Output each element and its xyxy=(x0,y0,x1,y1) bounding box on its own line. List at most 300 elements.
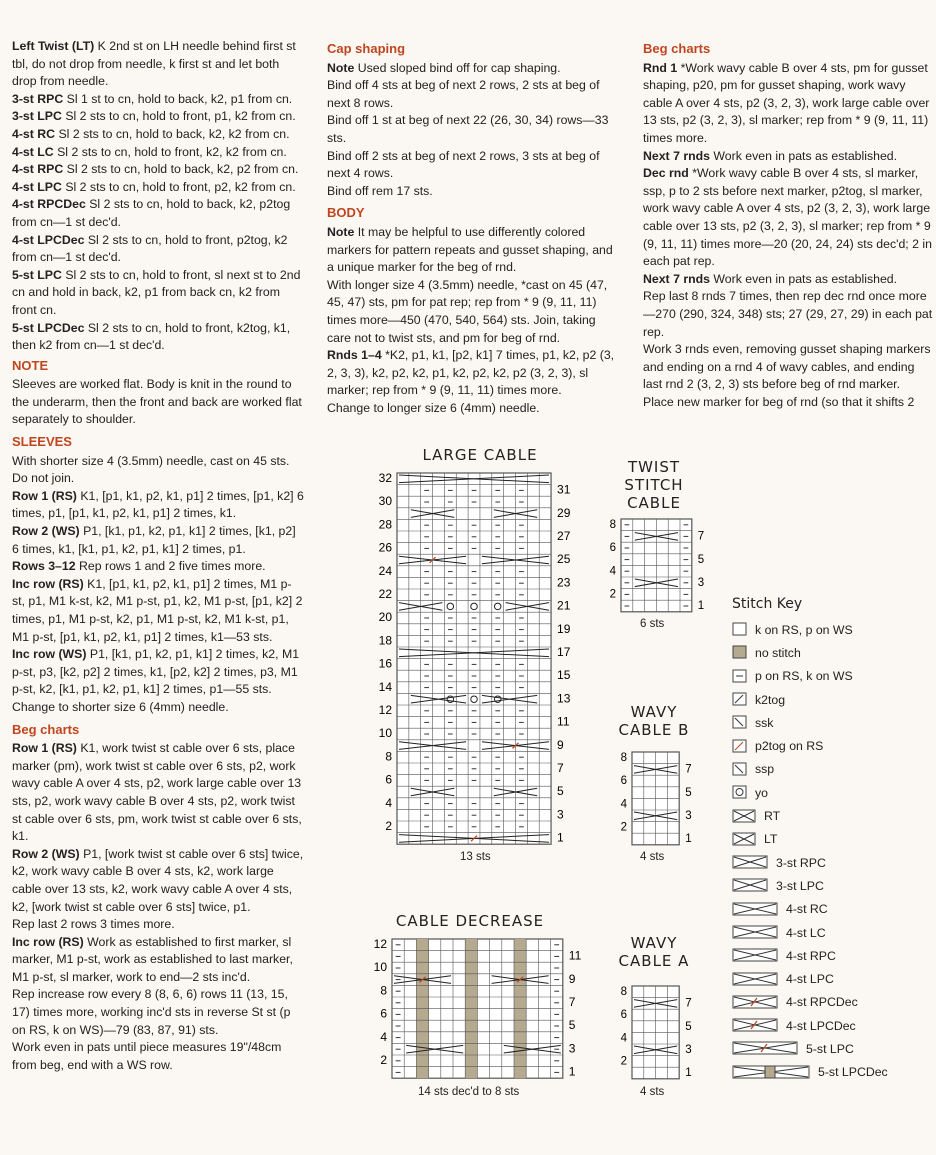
cable-mark xyxy=(482,695,537,703)
row-number-right: 17 xyxy=(557,645,571,660)
twist-title-1: TWIST xyxy=(627,458,681,476)
key-item xyxy=(732,991,888,1014)
beg-charts-heading-2: Beg charts xyxy=(643,41,711,56)
paragraph xyxy=(12,232,304,267)
row-number-left: 18 xyxy=(378,633,392,648)
key-item-label: 5-st LPCDec xyxy=(818,1065,888,1080)
key-item xyxy=(732,921,888,944)
paragraph xyxy=(12,699,304,717)
key-item-label: no stitch xyxy=(755,645,801,660)
cable-mark xyxy=(399,649,549,657)
paragraph-text: Used sloped bind off for cap shaping. xyxy=(357,60,561,75)
key-item xyxy=(732,618,888,641)
cable-mark xyxy=(399,603,442,611)
wavy-cable-b-chart xyxy=(621,752,692,845)
stitch-key-title: Stitch Key xyxy=(732,596,803,612)
cable-mark xyxy=(492,976,549,984)
row-number-right: 1 xyxy=(568,1064,576,1079)
key-symbol-icon xyxy=(732,995,778,1010)
row-number-right: 27 xyxy=(557,529,571,544)
lead-label: 4-st RPCDec xyxy=(12,197,86,212)
large-cable-chart xyxy=(379,471,571,845)
dec-mark xyxy=(420,977,426,983)
row-number-left: 20 xyxy=(378,610,392,625)
key-item xyxy=(732,828,888,851)
column-1 xyxy=(12,38,304,1074)
cable-mark xyxy=(394,976,451,984)
paragraph-text: Sl 1 st to cn, hold to back, k2, p1 from cn. xyxy=(66,91,293,106)
paragraph xyxy=(643,341,933,411)
row-number-left: 6 xyxy=(380,1006,387,1021)
paragraph-text: Bind off rem 17 sts. xyxy=(327,183,433,198)
lead-label: Row 2 (WS) xyxy=(12,524,80,539)
key-symbol-icon xyxy=(732,832,756,847)
row-number-right: 3 xyxy=(557,807,564,822)
key-symbol-icon xyxy=(732,948,778,963)
row-number-right: 13 xyxy=(557,691,571,706)
key-symbol-icon xyxy=(732,692,747,707)
chart-frame xyxy=(632,752,679,845)
row-number-left: 22 xyxy=(378,587,392,602)
row-number-left: 26 xyxy=(378,540,392,555)
chart-frame xyxy=(397,473,551,844)
key-symbol-icon xyxy=(732,785,747,800)
row-number-right: 25 xyxy=(557,552,571,567)
paragraph-text: Sl 2 sts to cn, hold to front, k2tog, k1, then k2 from cn—1 st dec'd. xyxy=(12,320,291,353)
paragraph-text: Work even in pats as established. xyxy=(713,271,898,286)
paragraph xyxy=(643,60,933,148)
row-number-left: 2 xyxy=(620,821,627,834)
body-heading: BODY xyxy=(327,205,365,221)
paragraph xyxy=(327,183,617,201)
key-item xyxy=(732,665,888,688)
row-number-left: 8 xyxy=(620,752,627,765)
row-number-left: 28 xyxy=(378,517,392,532)
key-item xyxy=(732,944,888,967)
row-number-right: 23 xyxy=(557,575,571,590)
wavy-b-title-1: WAVY xyxy=(630,703,678,721)
sleeves-heading: SLEEVES xyxy=(12,434,72,450)
paragraph-text: P1, [k1, p1, k2, p1, k1] 2 times, k2, M1 p-st, p3, [k2, p2] 2 times, k1, [p2, k2] 2 times, p3, M1 p-st, k2, [k1, p1, k2, p1, k1] 2 times, p1—55 sts. xyxy=(12,647,300,697)
row-number-right: 11 xyxy=(557,714,570,729)
row-number-left: 24 xyxy=(378,563,392,578)
row-number-left: 12 xyxy=(373,937,387,952)
lead-label: Inc row (RS) xyxy=(12,576,84,591)
row-number-left: 8 xyxy=(385,749,392,764)
lead-label: Rnd 1 xyxy=(643,60,678,75)
body-chart-instructions xyxy=(643,60,933,412)
dec-mark xyxy=(430,557,436,563)
paragraph xyxy=(643,288,933,341)
key-item xyxy=(732,804,888,827)
row-number-left: 10 xyxy=(373,960,387,975)
lead-label: Note xyxy=(327,224,355,239)
key-item-label: ssk xyxy=(755,715,774,730)
paragraph-text: K1, [p1, k1, p2, k1, p1] 2 times, M1 p-st, p1, M1 k-st, k2, M1 p-st, p1, k2, M1 p-st, [p1, k2] 2 times, p1, M1 p-st, k2, p1, M1 p-st, k2, M1 k-st, p1, M1 p-st, [p1, k1, p2, k1, p1] 2 times, k1—53 sts. xyxy=(12,576,303,644)
lead-label: 4-st LPC xyxy=(12,179,62,194)
row-number-right: 5 xyxy=(568,1018,576,1033)
cable-mark xyxy=(399,742,466,750)
row-number-left: 14 xyxy=(378,679,392,694)
cable-mark xyxy=(634,1046,677,1054)
cable-mark xyxy=(406,1045,463,1053)
chart-frame xyxy=(621,519,692,612)
row-number-left: 4 xyxy=(385,795,392,810)
wavy-b-title-2: CABLE B xyxy=(618,721,690,739)
cable-mark xyxy=(399,835,549,843)
large-cable-title: LARGE CABLE xyxy=(422,446,538,464)
lead-label: 4-st RC xyxy=(12,126,56,141)
cable-dec-sts: 14 sts dec'd to 8 sts xyxy=(418,1086,520,1098)
key-item-label: RT xyxy=(764,809,781,824)
lead-label: Next 7 rnds xyxy=(643,148,710,163)
chart-frame xyxy=(632,986,679,1079)
cable-mark xyxy=(411,695,466,703)
dec-mark xyxy=(513,743,519,749)
cable-mark xyxy=(492,976,549,984)
paragraph-text: With longer size 4 (3.5mm) needle, *cast on 45 (47, 45, 47) sts, pm for pat rep; rep from * 9 (9, 11, 11) times more—450 (470, 540, 564) sts. Join, taking care not to twist sts, and pm for beg of rnd. xyxy=(327,277,608,345)
paragraph xyxy=(12,646,304,699)
paragraph xyxy=(12,126,304,144)
large-cable-sts: 13 sts xyxy=(460,851,491,863)
lead-label: Left Twist (LT) xyxy=(12,39,95,53)
yo-mark xyxy=(471,696,477,702)
row-number-right: 1 xyxy=(697,600,705,613)
abbreviations-list xyxy=(12,38,304,355)
twist-title-2: STITCH xyxy=(624,476,684,494)
body-instructions xyxy=(327,224,617,418)
lead-label: Row 1 (RS) xyxy=(12,488,77,503)
lead-label: Inc row (RS) xyxy=(12,934,84,949)
cable-mark xyxy=(399,556,466,564)
paragraph xyxy=(327,347,617,400)
lead-label: Inc row (WS) xyxy=(12,647,87,662)
key-item-label: 4-st RPCDec xyxy=(786,995,858,1010)
lead-label: 4-st RPC xyxy=(12,162,64,177)
wavy-b-sts: 4 sts xyxy=(640,851,665,863)
row-number-left: 2 xyxy=(380,1053,387,1068)
row-number-left: 12 xyxy=(378,703,392,718)
lead-label: 3-st RPC xyxy=(12,91,64,106)
cable-mark xyxy=(399,742,466,750)
key-item-label: p2tog on RS xyxy=(755,739,824,754)
key-item-label: ssp xyxy=(755,762,775,777)
key-symbol-icon xyxy=(732,645,747,660)
paragraph-text: Work even in pats until piece measures 19"/48cm from beg, end with a WS row. xyxy=(12,1040,282,1072)
paragraph-text: Rep rows 1 and 2 five times more. xyxy=(79,559,266,574)
cable-mark xyxy=(494,788,537,796)
row-number-left: 2 xyxy=(609,588,616,601)
column-3 xyxy=(643,38,933,411)
row-number-right: 3 xyxy=(685,1044,692,1057)
paragraph xyxy=(12,576,304,646)
paragraph-text: Work even in pats as established. xyxy=(713,148,898,163)
row-number-left: 8 xyxy=(620,986,627,999)
key-item xyxy=(732,734,888,757)
cable-mark xyxy=(504,1045,561,1053)
paragraph xyxy=(12,558,304,576)
cable-dec-title: CABLE DECREASE xyxy=(395,912,545,930)
paragraph xyxy=(12,986,304,1039)
paragraph-text: Sl 2 sts to cn, hold to front, p1, k2 from cn. xyxy=(65,109,296,124)
row-number-left: 8 xyxy=(380,983,387,998)
cable-mark xyxy=(635,579,678,587)
row-number-left: 32 xyxy=(378,471,392,486)
row-number-left: 4 xyxy=(609,565,616,578)
paragraph-text: Rep increase row every 8 (8, 6, 6) rows 11 (13, 15, 17) times more, working inc'd sts in reverse St st (p on RS, k on WS)—79 (83, 87, 91) sts. xyxy=(12,987,291,1037)
key-symbol-icon xyxy=(732,622,747,637)
paragraph-text: P1, [k1, p1, k2, p1, k1] 2 times, [k1, p2] 6 times, k1, [k1, p1, k2, p1, k1] 2 times, p1. xyxy=(12,524,296,556)
key-symbol-icon xyxy=(732,972,778,987)
row-number-right: 7 xyxy=(685,997,692,1010)
wavy-a-title-2: CABLE A xyxy=(618,952,690,970)
row-number-left: 4 xyxy=(380,1029,387,1044)
cable-mark xyxy=(411,788,454,796)
cable-mark xyxy=(634,812,677,820)
paragraph xyxy=(643,271,933,289)
twist-stitch-chart xyxy=(610,519,705,612)
row-number-right: 31 xyxy=(557,482,571,497)
cable-mark xyxy=(482,742,549,750)
key-item-label: 4-st RC xyxy=(786,902,828,917)
key-symbol-icon xyxy=(732,1065,810,1080)
dec-mark xyxy=(471,836,477,842)
row-number-left: 8 xyxy=(609,519,616,532)
key-item xyxy=(732,874,888,897)
row-number-right: 3 xyxy=(685,810,692,823)
no-stitch-cell xyxy=(416,939,428,1078)
row-number-left: 6 xyxy=(620,775,627,788)
paragraph xyxy=(327,224,617,277)
note-heading: NOTE xyxy=(12,357,49,373)
cable-mark xyxy=(634,1000,677,1008)
lead-label: 5-st LPC xyxy=(12,267,62,282)
dec-mark xyxy=(517,977,523,983)
cable-mark xyxy=(399,475,549,483)
paragraph-text: Bind off 1 st at beg of next 22 (26, 30, 34) rows—33 sts. xyxy=(327,113,609,145)
paragraph-text: Sl 2 sts to cn, hold to front, sl next st to 2nd cn and hold in back, k2, p1 from back cn, k2 from front cn. xyxy=(12,267,301,317)
yo-mark xyxy=(494,603,500,609)
cable-mark xyxy=(634,1000,677,1008)
row-number-left: 4 xyxy=(620,798,627,811)
key-symbol-icon xyxy=(732,902,778,917)
cable-mark xyxy=(634,1046,677,1054)
cable-mark xyxy=(494,510,537,518)
paragraph-text: Bind off 2 sts at beg of next 2 rows, 3 sts at beg of next 4 rows. xyxy=(327,148,600,181)
cable-mark xyxy=(482,556,549,564)
paragraph-text: Change to shorter size 6 (4mm) needle. xyxy=(12,699,229,714)
yo-mark xyxy=(494,696,500,702)
row-number-right: 9 xyxy=(568,971,576,986)
twist-title-3: CABLE xyxy=(627,494,681,512)
key-symbol-icon xyxy=(732,669,747,684)
cable-mark xyxy=(494,788,537,796)
key-item xyxy=(732,641,888,664)
row-number-right: 7 xyxy=(697,530,705,543)
paragraph-text: Sl 2 sts to cn, hold to front, p2, k2 from cn. xyxy=(65,179,296,194)
paragraph-text: Sl 2 sts to cn, hold to back, k2, k2 from cn. xyxy=(58,126,290,141)
key-symbol-icon xyxy=(732,925,778,940)
row-number-right: 3 xyxy=(697,577,705,590)
cable-mark xyxy=(482,695,537,703)
paragraph xyxy=(12,453,304,488)
stitch-key xyxy=(732,596,888,1084)
cable-mark xyxy=(482,556,549,564)
paragraph-text: Sl 2 sts to cn, hold to back, k2, p2 from cn. xyxy=(66,162,299,177)
paragraph xyxy=(12,179,304,197)
row-number-left: 4 xyxy=(620,1032,627,1045)
row-number-right: 7 xyxy=(568,995,576,1010)
cable-mark xyxy=(635,579,678,587)
cap-shaping-heading: Cap shaping xyxy=(327,41,406,56)
paragraph-text: With shorter size 4 (3.5mm) needle, cast on 45 sts. Do not join. xyxy=(12,453,290,486)
row-number-right: 9 xyxy=(557,737,564,752)
row-number-left: 6 xyxy=(620,1009,627,1022)
column-2 xyxy=(327,38,617,417)
key-item xyxy=(732,781,888,804)
yo-mark xyxy=(471,603,477,609)
key-symbol-icon xyxy=(732,809,756,824)
yo-mark xyxy=(447,603,453,609)
chart-frame xyxy=(392,939,563,1078)
beg-charts-heading: Beg charts xyxy=(12,721,80,737)
wavy-a-sts: 4 sts xyxy=(640,1086,665,1098)
paragraph xyxy=(12,740,304,846)
paragraph-text: *Work wavy cable B over 4 sts, pm for gusset shaping, p20, pm for gusset shaping, work wavy cable A over 4 sts, p2 (3, 2, 3), work large cable over 13 sts, p2 (3, 2, 3), sl marker; rep from * 9 (9, 11, 11) times more. xyxy=(643,60,930,145)
lead-label: Row 1 (RS) xyxy=(12,741,77,756)
paragraph-text: P1, [work twist st cable over 6 sts] twice, k2, work wavy cable B over 4 sts, k2, work large cable over 13 sts, k2, work wavy cable A over 4 sts, k2, [work twist st cable over 6 sts] twice, p1. xyxy=(12,846,304,914)
paragraph xyxy=(327,60,617,78)
twist-sts: 6 sts xyxy=(640,618,665,630)
key-item xyxy=(732,851,888,874)
row-number-right: 5 xyxy=(557,784,564,799)
cable-mark xyxy=(635,533,678,541)
cable-mark xyxy=(494,510,537,518)
paragraph-text: Bind off 4 sts at beg of next 2 rows, 2 sts at beg of next 8 rows. xyxy=(327,78,600,110)
cable-mark xyxy=(411,510,454,518)
paragraph xyxy=(12,846,304,916)
paragraph xyxy=(12,1039,304,1074)
no-stitch-cell xyxy=(514,939,526,1078)
cable-mark xyxy=(635,533,678,541)
row-number-left: 10 xyxy=(378,726,392,741)
cable-mark xyxy=(406,1045,463,1053)
paragraph xyxy=(12,523,304,558)
sleeve-chart-instructions xyxy=(12,740,304,1074)
paragraph-text: Change to longer size 6 (4mm) needle. xyxy=(327,400,540,415)
row-number-right: 1 xyxy=(557,830,564,845)
row-number-left: 6 xyxy=(609,542,616,555)
paragraph xyxy=(12,91,304,109)
paragraph xyxy=(12,196,304,231)
lead-label: Rows 3–12 xyxy=(12,559,76,574)
cap-instructions xyxy=(327,60,617,201)
row-number-right: 7 xyxy=(685,763,692,776)
key-symbol-icon xyxy=(732,1018,778,1033)
lead-label: Dec rnd xyxy=(643,166,689,181)
cable-mark xyxy=(411,788,454,796)
row-number-left: 2 xyxy=(620,1055,627,1068)
paragraph xyxy=(12,320,304,355)
row-number-right: 5 xyxy=(685,786,692,799)
cable-mark xyxy=(506,603,549,611)
row-number-right: 3 xyxy=(568,1041,576,1056)
key-item xyxy=(732,1014,888,1037)
row-number-right: 1 xyxy=(685,833,692,846)
cable-mark xyxy=(634,766,677,774)
row-number-right: 7 xyxy=(557,761,564,776)
cable-mark xyxy=(399,556,466,564)
note-text: Sleeves are worked flat. Body is knit in the round to the underarm, then the front and back are worked flat separately to shoulder. xyxy=(12,377,302,427)
row-number-right: 29 xyxy=(557,505,571,520)
key-item xyxy=(732,758,888,781)
key-item-label: 3-st RPC xyxy=(776,855,826,870)
lead-label: 5-st LPCDec xyxy=(12,320,85,335)
key-symbol-icon xyxy=(732,762,747,777)
cable-mark xyxy=(504,1045,561,1053)
paragraph-text: *K2, p1, k1, [p2, k1] 7 times, p1, k2, p2 (3, 2, 3, 3), k2, p2, k2, p1, k2, p2, k2, p2 (3, 2, 3), sl marker; rep from * 9 (9, 11, 11) times more. xyxy=(327,348,615,398)
key-item-label: 3-st LPC xyxy=(776,878,824,893)
lead-label: 4-st LC xyxy=(12,144,54,159)
paragraph-text: K 2nd st on LH needle behind first st tbl, do not drop from needle, k first st and let both drop from needle. xyxy=(12,39,296,89)
paragraph xyxy=(12,916,304,934)
paragraph xyxy=(12,108,304,126)
key-symbol-icon xyxy=(732,715,747,730)
cable-mark xyxy=(482,742,549,750)
row-number-left: 30 xyxy=(378,494,392,509)
cable-decrease-chart xyxy=(374,937,582,1079)
paragraph-text: K1, work twist st cable over 6 sts, place marker (pm), work twist st cable over 6 sts, p2, work wavy cable A over 4 sts, p2, work large cable over 13 sts, p2, work wavy cable B over 4 sts, p2, work twist st cable over 6 sts, pm, work twist st cable over 6 sts, k1. xyxy=(12,741,302,844)
row-number-right: 5 xyxy=(697,553,705,566)
paragraph xyxy=(12,38,304,91)
row-number-right: 15 xyxy=(557,668,571,683)
lead-label: Note xyxy=(327,60,355,75)
paragraph-text: Sl 2 sts to cn, hold to back, k2, p2tog from cn—1 st dec'd. xyxy=(12,197,291,229)
paragraph xyxy=(327,112,617,147)
cable-mark xyxy=(634,766,677,774)
cable-mark xyxy=(506,603,549,611)
paragraph xyxy=(12,488,304,523)
paragraph xyxy=(327,400,617,418)
paragraph xyxy=(643,165,933,271)
row-number-right: 19 xyxy=(557,621,571,636)
row-number-right: 11 xyxy=(568,948,582,963)
key-item-label: 4-st LC xyxy=(786,925,826,940)
key-item-label: 4-st RPC xyxy=(786,948,836,963)
cable-mark xyxy=(399,649,549,657)
paragraph xyxy=(643,148,933,166)
paragraph xyxy=(12,267,304,320)
cable-mark xyxy=(394,976,451,984)
key-item xyxy=(732,898,888,921)
paragraph-text: K1, [p1, k1, p2, k1, p1] 2 times, [p1, k2] 6 times, p1, [p1, k1, p2, k1, p1] 2 times, k1. xyxy=(12,488,304,521)
paragraph-text: Sl 2 sts to cn, hold to front, k2, k2 from cn. xyxy=(57,144,287,159)
no-stitch-cell xyxy=(465,939,477,1078)
paragraph-text: Work as established to first marker, sl marker, M1 p-st, work as established to last marker, M1 p-st, sl marker, work to end—2 sts inc'd. xyxy=(12,934,293,984)
row-number-left: 2 xyxy=(385,819,392,834)
sleeves-instructions xyxy=(12,453,304,717)
lead-label: 4-st LPCDec xyxy=(12,232,85,247)
cable-mark xyxy=(411,695,466,703)
key-item xyxy=(732,1037,888,1060)
lead-label: Rnds 1–4 xyxy=(327,348,382,363)
key-item xyxy=(732,711,888,734)
paragraph xyxy=(12,144,304,162)
paragraph-text: *Work wavy cable B over 4 sts, sl marker, ssp, p to 2 sts before next marker, p2tog, sl marker, work wavy cable A over 4 sts, p2 (3, 2, 3), work large cable over 13 sts, p2 (3, 2, 3), sl marker; rep from * 9 (9, 11, 11) times more—20 (20, 24, 24) sts dec'd; 2 in each pat rep. xyxy=(643,166,932,269)
cable-mark xyxy=(399,835,549,843)
paragraph-text: Rep last 8 rnds 7 times, then rep dec rnd once more—270 (290, 324, 348) sts; 27 (29, 27, 29) in each pat rep. xyxy=(643,289,933,339)
key-item xyxy=(732,1061,888,1084)
